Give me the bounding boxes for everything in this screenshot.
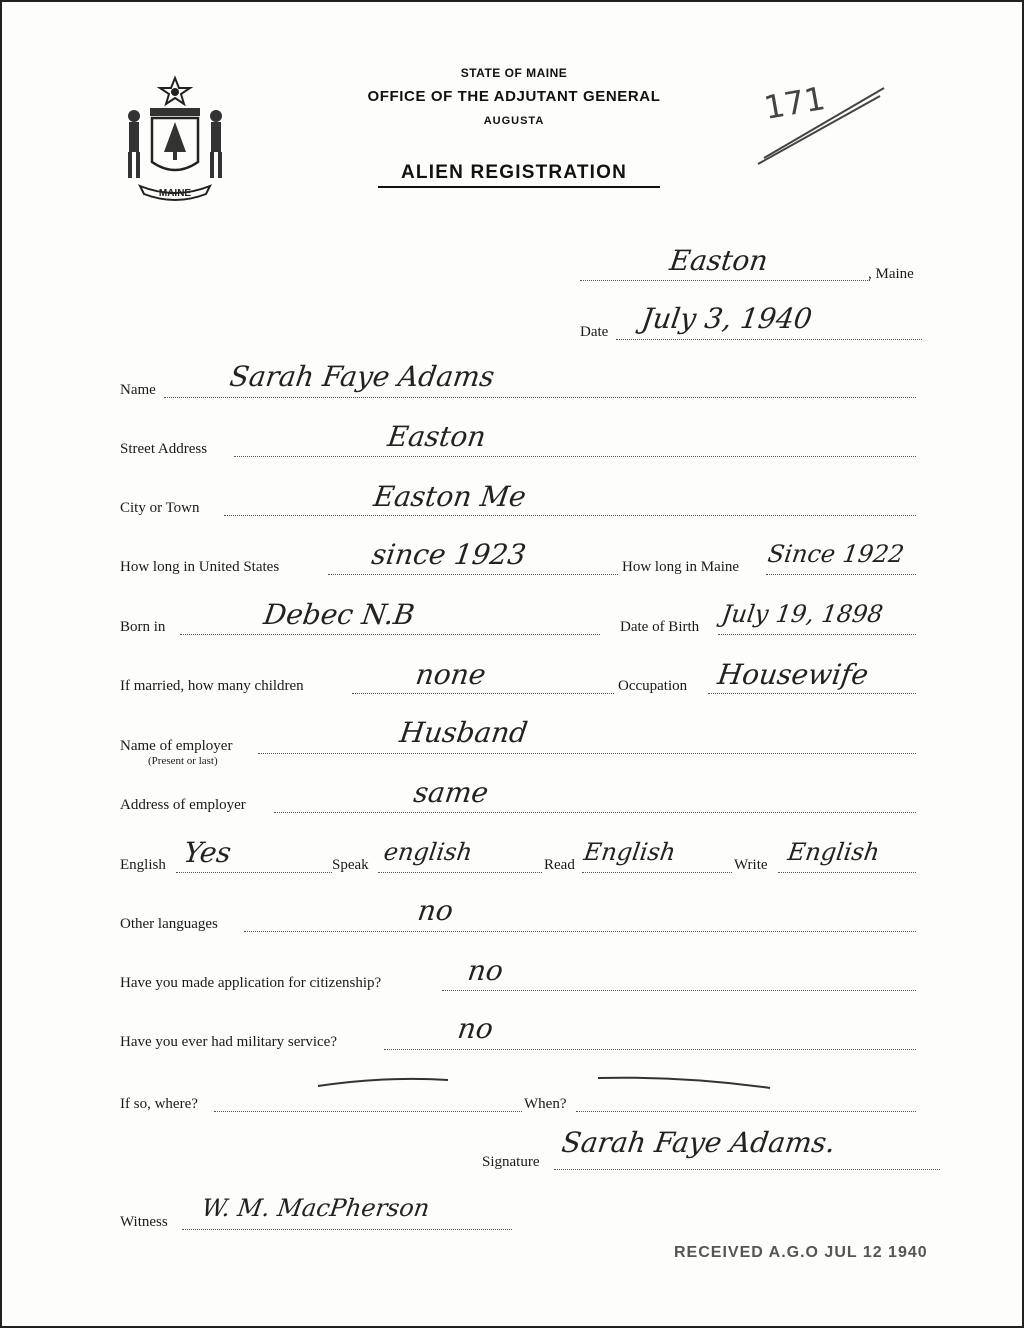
speak-line xyxy=(378,872,542,873)
when-dash-stroke xyxy=(594,1072,774,1094)
english-line xyxy=(176,872,332,873)
town-value: Easton xyxy=(667,244,770,277)
corner-slash-marks xyxy=(744,78,894,168)
maine-duration-value: Since 1922 xyxy=(766,540,906,568)
military-label: Have you ever had military service? xyxy=(120,1034,337,1050)
military-line xyxy=(384,1049,916,1050)
speak-value: english xyxy=(382,838,475,866)
children-label: If married, how many children xyxy=(120,678,304,694)
city-line xyxy=(224,515,916,516)
street-value: Easton xyxy=(385,420,488,453)
street-line xyxy=(234,456,916,457)
dob-label: Date of Birth xyxy=(620,619,700,635)
name-line xyxy=(164,397,916,398)
employer-label: Name of employer xyxy=(120,738,233,754)
citizenship-value: no xyxy=(465,954,506,987)
speak-label: Speak xyxy=(332,857,369,873)
occupation-value: Housewife xyxy=(715,658,871,691)
witness-value: W. M. MacPherson xyxy=(200,1194,432,1222)
when-label: When? xyxy=(524,1096,567,1112)
born-label: Born in xyxy=(120,619,166,635)
read-label: Read xyxy=(544,857,575,873)
date-label: Date xyxy=(580,324,609,340)
city-label: City or Town xyxy=(120,500,200,516)
where-line xyxy=(214,1111,522,1112)
children-line xyxy=(352,693,614,694)
form-title: ALIEN REGISTRATION xyxy=(400,162,628,183)
occupation-line xyxy=(708,693,916,694)
read-line xyxy=(582,872,732,873)
where-label: If so, where? xyxy=(120,1096,198,1112)
received-stamp: RECEIVED A.G.O JUL 12 1940 xyxy=(674,1244,928,1261)
where-dash-stroke xyxy=(314,1074,454,1094)
signature-line xyxy=(554,1169,940,1170)
us-duration-label: How long in United States xyxy=(120,559,280,575)
occupation-label: Occupation xyxy=(618,678,688,694)
dob-line xyxy=(718,634,916,635)
witness-line xyxy=(182,1229,512,1230)
other-languages-line xyxy=(244,931,916,932)
state-heading: STATE OF MAINE xyxy=(460,66,568,80)
employer-address-label: Address of employer xyxy=(120,797,246,813)
dob-value: July 19, 1898 xyxy=(720,600,885,628)
corner-number: 171 xyxy=(761,78,828,128)
title-underline xyxy=(378,186,660,188)
employer-sublabel: (Present or last) xyxy=(148,755,218,767)
maine-duration-label: How long in Maine xyxy=(622,559,740,575)
born-line xyxy=(180,634,600,635)
employer-value: Husband xyxy=(397,716,530,749)
write-value: English xyxy=(786,838,882,866)
town-line xyxy=(580,280,870,281)
city-heading: AUGUSTA xyxy=(483,115,545,127)
witness-label: Witness xyxy=(120,1214,168,1230)
english-value: Yes xyxy=(181,836,234,869)
maine-duration-line xyxy=(766,574,916,575)
write-line xyxy=(778,872,916,873)
english-label: English xyxy=(120,857,166,873)
citizenship-line xyxy=(442,990,916,991)
date-value: July 3, 1940 xyxy=(639,302,815,335)
signature-label: Signature xyxy=(482,1154,540,1170)
other-languages-label: Other languages xyxy=(120,916,218,932)
office-heading: OFFICE OF THE ADJUTANT GENERAL xyxy=(367,88,661,105)
other-languages-value: no xyxy=(415,894,456,927)
date-line xyxy=(616,339,922,340)
seal-banner-text: MAINE xyxy=(158,188,192,199)
maine-suffix: , Maine xyxy=(868,266,914,282)
street-label: Street Address xyxy=(120,441,208,457)
employer-address-value: same xyxy=(411,776,491,809)
city-value: Easton Me xyxy=(371,480,529,513)
when-line xyxy=(576,1111,916,1112)
us-duration-line xyxy=(328,574,618,575)
us-duration-value: since 1923 xyxy=(369,538,529,571)
name-value: Sarah Faye Adams xyxy=(227,360,497,393)
employer-line xyxy=(258,753,916,754)
employer-address-line xyxy=(274,812,916,813)
citizenship-label: Have you made application for citizenship? xyxy=(120,975,382,991)
children-value: none xyxy=(413,658,488,691)
name-label: Name xyxy=(120,382,156,398)
born-value: Debec N.B xyxy=(261,598,417,631)
write-label: Write xyxy=(734,857,768,873)
read-value: English xyxy=(582,838,678,866)
military-value: no xyxy=(455,1012,496,1045)
signature-value: Sarah Faye Adams. xyxy=(559,1126,838,1159)
